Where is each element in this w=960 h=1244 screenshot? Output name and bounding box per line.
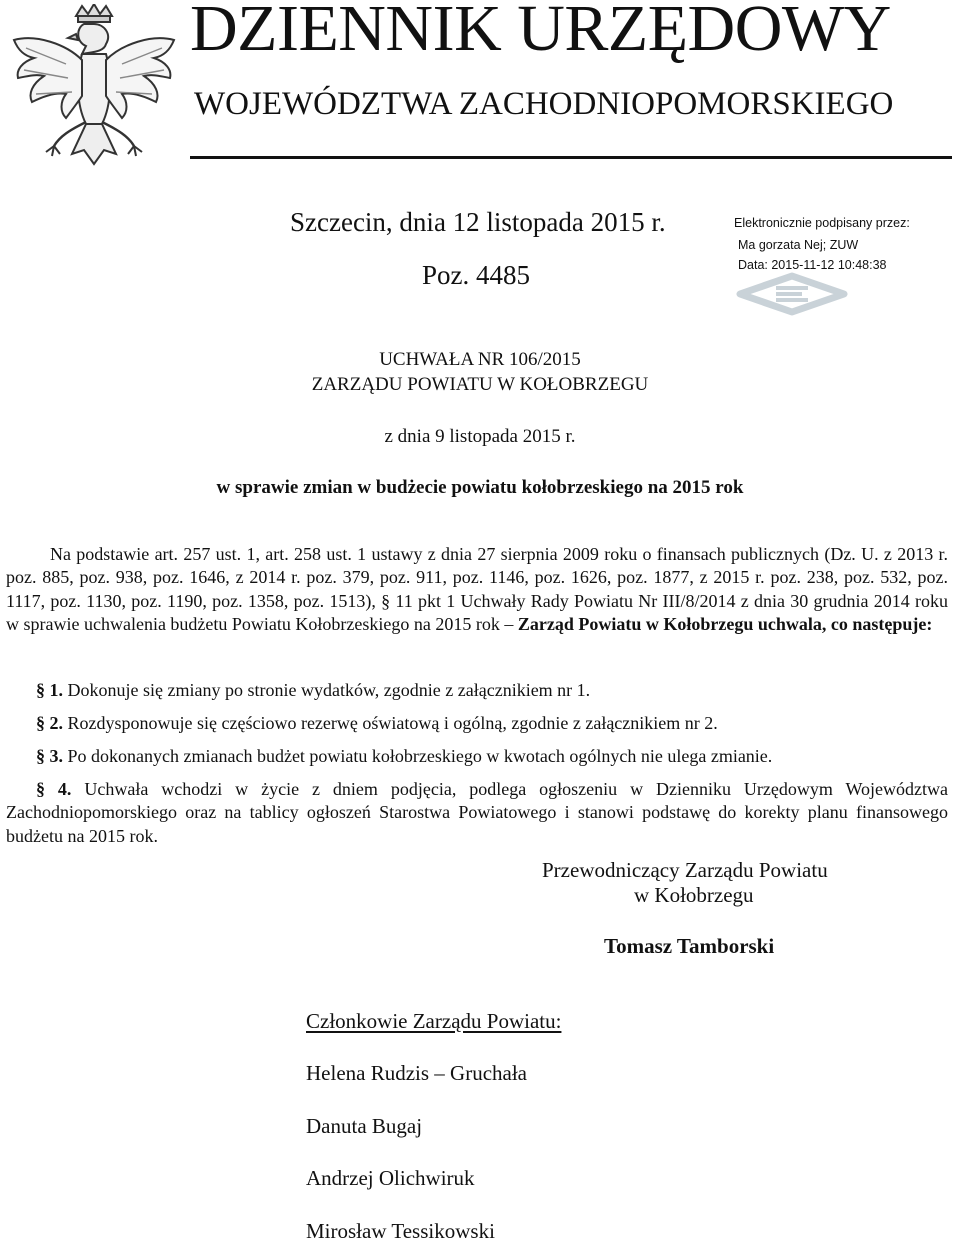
paragraph-3 (6, 745, 948, 768)
masthead-divider (190, 156, 952, 159)
e-signature-logo-icon (736, 270, 848, 316)
masthead-title: DZIENNIK URZĘDOWY (190, 0, 891, 65)
preamble-text: Na podstawie art. 257 ust. 1, art. 258 ust. 1 ustawy z dnia 27 sierpnia 2009 roku o finansach publicznych (Dz. U. z 2013 r. poz. 885, poz. 938, poz. 1646, z 2014 r. poz. 379, poz. 911, poz. 1146, poz. 1626, poz. 1877, z 2015 r. poz. 238, poz. 532, poz. 1117, poz. 1130, poz. 1190, poz. 1358, poz. 1513), § 11 pkt 1 Uchwały Rady Powiatu Nr III/8/2014 z dnia 30 grudnia 2014 roku w sprawie uchwalenia budżetu Powiatu Kołobrzeskiego na 2015 rok – (6, 544, 948, 635)
signatory-role: Przewodniczący Zarządu Powiatu (542, 858, 828, 882)
section-mark: § 2. (36, 713, 63, 733)
section-mark: § 3. (36, 746, 63, 766)
section-mark: § 1. (36, 680, 63, 700)
act-issuer: ZARZĄDU POWIATU W KOŁOBRZEGU (311, 374, 649, 395)
signature-date: Data: 2015-11-12 10:48:38 (738, 258, 887, 272)
signatory-role-location: w Kołobrzegu (634, 883, 754, 907)
signature-label: Elektronicznie podpisany przez: (734, 216, 910, 230)
position-number: Poz. 4485 (422, 260, 530, 290)
signature-signer: Ma gorzata Nej; ZUW (738, 238, 859, 252)
member-name: Mirosław Tessikowski (306, 1219, 495, 1243)
masthead-subtitle: WOJEWÓDZTWA ZACHODNIOPOMORSKIEGO (194, 86, 894, 122)
polish-eagle-emblem-icon (6, 4, 182, 184)
paragraph-text: Uchwała wchodzi w życie z dniem podjęcia, podlega ogłoszeniu w Dzienniku Urzędowym Województwa Zachodniopomorskiego oraz na tablicy ogłoszeń Starostwa Powiatowego i stanowi podstawę do korekty planu finansowego budżetu na 2015 rok. (6, 779, 949, 846)
paragraph-1 (6, 679, 948, 702)
act-date: z dnia 9 listopada 2015 r. (384, 426, 576, 447)
signatory-name: Tomasz Tamborski (604, 934, 775, 958)
member-name: Andrzej Olichwiruk (306, 1166, 475, 1190)
member-name: Helena Rudzis – Gruchała (306, 1061, 528, 1085)
preamble-enacting-clause: Zarząd Powiatu w Kołobrzegu uchwala, co następuje: (517, 614, 933, 635)
act-title: UCHWAŁA NR 106/2015 (379, 349, 581, 370)
paragraph-text: Dokonuje się zmiany po stronie wydatków, zgodnie z załącznikiem nr 1. (63, 680, 591, 700)
member-name: Danuta Bugaj (306, 1114, 423, 1138)
place-and-date: Szczecin, dnia 12 listopada 2015 r. (290, 207, 666, 237)
section-mark: § 4. (36, 779, 72, 799)
paragraph-4 (6, 778, 948, 848)
act-preamble (6, 543, 948, 637)
members-heading: Członkowie Zarządu Powiatu: (306, 1009, 562, 1033)
paragraph-text: Rozdysponowuje się częściowo rezerwę oświatową i ogólną, zgodnie z załącznikiem nr 2. (63, 713, 718, 733)
act-subject: w sprawie zmian w budżecie powiatu kołobrzeskiego na 2015 rok (216, 477, 744, 498)
paragraph-2 (6, 712, 948, 735)
electronic-signature-stamp (734, 212, 960, 308)
paragraph-text: Po dokonanych zmianach budżet powiatu kołobrzeskiego w kwotach ogólnych nie ulega zmianie. (63, 746, 773, 766)
